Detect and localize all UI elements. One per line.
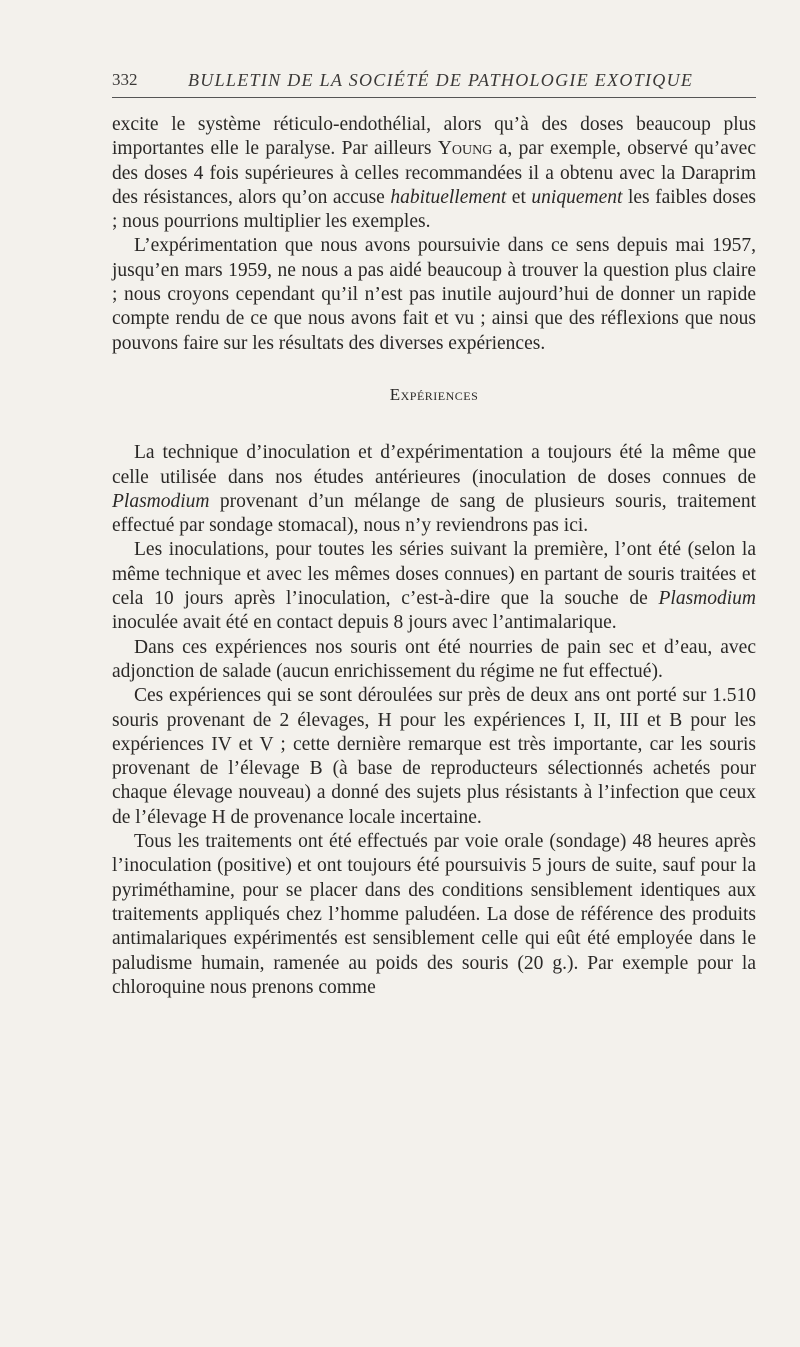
- article-body: [112, 113, 756, 1000]
- paragraph-2: L’expérimentation que nous avons poursuivie dans ce sens depuis mai 1957, jusqu’en mars 1959, ne nous a pas aidé beaucoup à trouver la question plus claire ; nous croyons cependant qu’il n’est pas inutile aujourd’hui de donner un rapide compte rendu de ce que nous avons fait et vu ; ainsi que des réflexions que nous pouvons faire sur les résultats des diverses expériences.: [112, 235, 756, 354]
- paragraph-4: [112, 538, 756, 635]
- text-run: a, par exemple, observé qu’avec des doses 4 fois supérieures à celles recommandées il a obtenu avec la Daraprim des résistances, alors qu’on accuse: [112, 138, 756, 208]
- paragraph-1: [112, 113, 756, 234]
- text-run: les faibles doses ; nous pourrions multiplier les exemples.: [112, 186, 756, 233]
- text-run: Les inoculations, pour toutes les séries suivant la première, l’ont été (selon la même technique et avec les mêmes doses connues) en partant de souris traitées et cela 10 jours après l’inoculation, c’est-à-dire que la souche de: [112, 539, 756, 610]
- emphasis: habituellement: [390, 186, 507, 208]
- emphasis: uniquement: [531, 186, 623, 208]
- paragraph-5: Dans ces expériences nos souris ont été nourries de pain sec et d’eau, avec adjonction de salade (aucun enrichissement du régime ne fut effectué).: [112, 636, 756, 682]
- section-heading: Expériences: [389, 384, 479, 404]
- species-name: Plasmodium: [112, 490, 210, 512]
- header-rule: [112, 97, 756, 98]
- paragraph-6: Ces expériences qui se sont déroulées sur près de deux ans ont porté sur 1.510 souris provenant de 2 élevages, H pour les expériences I, II, III et B pour les expériences IV et V ; cette dernière remarque est très importante, car les souris provenant de l’élevage B (à base de reproducteurs sélectionnés achetés pour chaque élevage nouveau) a donné des sujets plus résistants à l’infection que ceux de l’élevage H de provenance locale incertaine.: [112, 685, 756, 828]
- journal-title: BULLETIN DE LA SOCIÉTÉ DE PATHOLOGIE EXOTIQUE: [188, 70, 694, 90]
- text-run: La technique d’inoculation et d’expérimentation a toujours été la même que celle utilisée dans nos études antérieures (inoculation de doses connues de: [112, 442, 756, 488]
- page-number: 332: [112, 70, 138, 89]
- text-run: et: [506, 186, 532, 208]
- text-run: excite le système réticulo-endothélial, alors qu’à des doses beaucoup plus importantes elle le paralyse. Par ailleurs: [112, 114, 756, 160]
- paragraph-3: [112, 441, 756, 538]
- species-name: Plasmodium: [658, 588, 756, 610]
- paragraph-7: Tous les traitements ont été effectués par voie orale (sondage) 48 heures après l’inoculation (positive) et ont toujours été poursuivis 5 jours de suite, sauf pour la pyriméthamine, pour se placer dans des conditions sensiblement identiques aux traitements appliqués chez l’homme paludéen. La dose de référence des produits antimalariques expérimentés est sensiblement celle qui eût été employée dans le paludisme humain, ramenée au poids des souris (20 g.). Par exemple pour la chloroquine nous prenons comme: [112, 831, 756, 998]
- text-run: inoculée avait été en contact depuis 8 jours avec l’antimalarique.: [112, 612, 617, 634]
- text-run: provenant d’un mélange de sang de plusieurs souris, traitement effectué par sondage stomacal), nous n’y reviendrons pas ici.: [112, 490, 756, 537]
- author-name: Young: [437, 138, 493, 160]
- page-header: [112, 70, 756, 94]
